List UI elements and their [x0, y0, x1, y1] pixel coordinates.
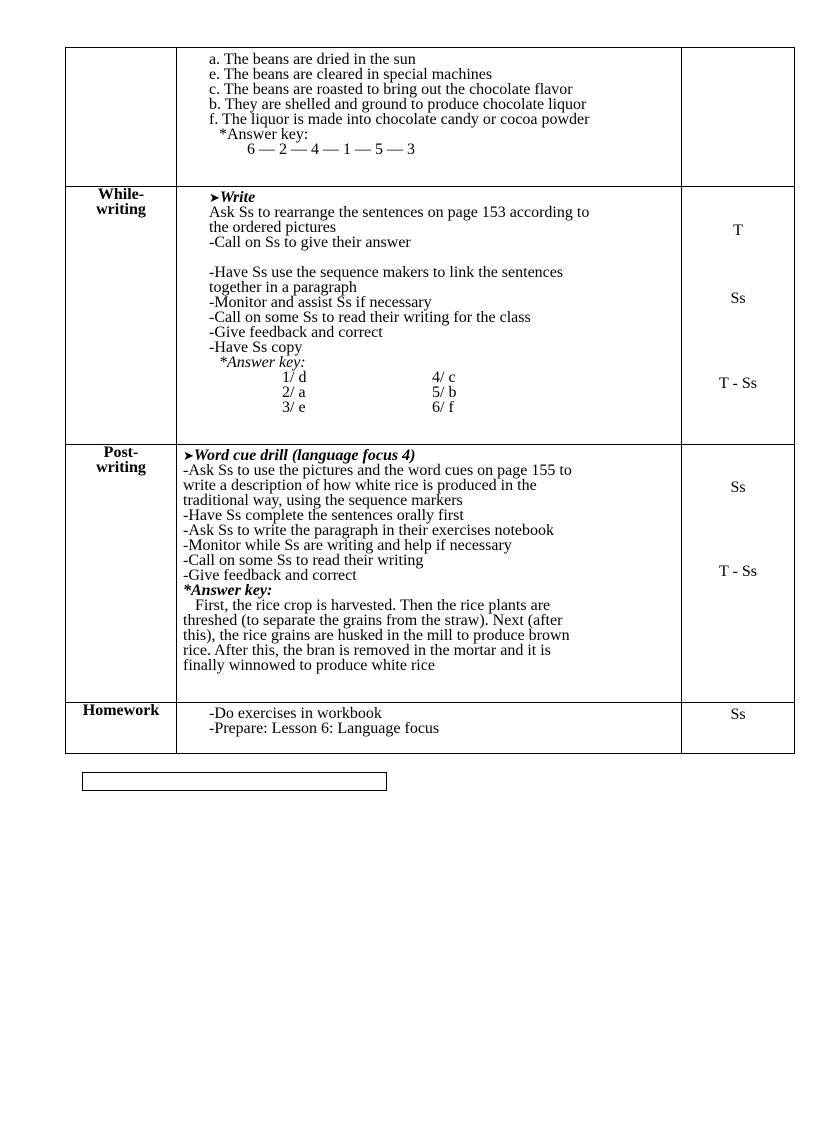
answer-key-label: *Answer key:: [219, 126, 309, 143]
who-cell-homework: [682, 703, 795, 754]
list-item: -Prepare: Lesson 6: Language focus: [209, 720, 440, 737]
list-item: -Give feedback and correct: [209, 324, 383, 341]
stage-cell-empty: [66, 48, 177, 187]
who-label: Ss: [730, 290, 746, 307]
list-item: -Do exercises in workbook: [209, 705, 382, 722]
answer-key-label: *Answer key:: [219, 354, 306, 371]
section-heading: ➤Write: [209, 189, 256, 206]
stage-label-line1: Post-: [103, 444, 139, 461]
arrow-bullet-icon: ➤: [209, 190, 220, 205]
answer-key-label: *Answer key:: [183, 582, 273, 599]
stage-label: Homework: [82, 702, 160, 719]
list-item: -Call on some Ss to read their writing for the class: [209, 309, 531, 326]
lesson-plan-table: [65, 47, 795, 754]
list-item: the ordered pictures: [209, 219, 337, 236]
who-label: Ss: [730, 706, 746, 723]
list-item: traditional way, using the sequence markers: [183, 492, 463, 509]
answer-paragraph-line: threshed (to separate the grains from the straw). Next (after: [183, 612, 563, 629]
list-item: -Have Ss complete the sentences orally first: [183, 507, 464, 524]
list-item: -Have Ss copy: [209, 339, 303, 356]
answer-key-value: 6 — 2 — 4 — 1 — 5 — 3: [247, 141, 415, 158]
answer-paragraph-line: this), the rice grains are husked in the mill to produce brown: [183, 627, 570, 644]
post-writing-content-cell: [177, 445, 682, 703]
answer-paragraph-line: First, the rice crop is harvested. Then the rice plants are: [195, 597, 551, 614]
who-label: T - Ss: [719, 563, 757, 580]
who-cell-post-writing: [682, 445, 795, 703]
stage-cell-post-writing: [66, 445, 177, 703]
list-item: together in a paragraph: [209, 279, 357, 296]
answer-paragraph-line: finally winnowed to produce white rice: [183, 657, 435, 674]
list-item: c. The beans are roasted to bring out the chocolate flavor: [209, 81, 573, 98]
table-row: [66, 48, 795, 187]
stage-label-line2: writing: [96, 459, 146, 476]
who-cell-while-writing: [682, 187, 795, 445]
list-item: e. The beans are cleared in special machines: [209, 66, 493, 83]
list-item: -Ask Ss to write the paragraph in their exercises notebook: [183, 522, 555, 539]
who-label: T: [733, 222, 743, 239]
answer-row: 1/ d 4/ c: [282, 369, 456, 386]
homework-content-cell: [177, 703, 682, 754]
while-writing-content-cell: [177, 187, 682, 445]
list-item: -Give feedback and correct: [183, 567, 357, 584]
list-item: b. They are shelled and ground to produce chocolate liquor: [209, 96, 587, 113]
list-item: -Call on Ss to give their answer: [209, 234, 411, 251]
arrow-bullet-icon: ➤: [183, 448, 194, 463]
who-label: Ss: [730, 479, 746, 496]
answer-row: 2/ a 5/ b: [282, 384, 457, 401]
list-item: -Monitor and assist Ss if necessary: [209, 294, 432, 311]
empty-note-box: [82, 772, 387, 791]
list-item: Ask Ss to rearrange the sentences on page 153 according to: [209, 204, 590, 221]
stage-cell-homework: [66, 703, 177, 754]
stage-label-line1: While-: [97, 186, 145, 203]
stage-cell-while-writing: [66, 187, 177, 445]
list-item: f. The liquor is made into chocolate candy or cocoa powder: [209, 111, 590, 128]
list-item: -Monitor while Ss are writing and help if necessary: [183, 537, 512, 554]
list-item: a. The beans are dried in the sun: [209, 51, 416, 68]
section-heading: ➤Word cue drill (language focus 4): [183, 447, 416, 464]
intro-content-cell: [177, 48, 682, 187]
table-row: [66, 703, 795, 754]
table-row: [66, 445, 795, 703]
who-cell-empty: [682, 48, 795, 187]
list-item: -Ask Ss to use the pictures and the word cues on page 155 to: [183, 462, 572, 479]
list-item: -Call on some Ss to read their writing: [183, 552, 424, 569]
answer-row: 3/ e 6/ f: [282, 399, 454, 416]
answer-paragraph-line: rice. After this, the bran is removed in the mortar and it is: [183, 642, 551, 659]
list-item: write a description of how white rice is produced in the: [183, 477, 537, 494]
who-label: T - Ss: [719, 375, 757, 392]
stage-label-line2: writing: [96, 201, 146, 218]
table-row: [66, 187, 795, 445]
list-item: -Have Ss use the sequence makers to link the sentences: [209, 264, 564, 281]
